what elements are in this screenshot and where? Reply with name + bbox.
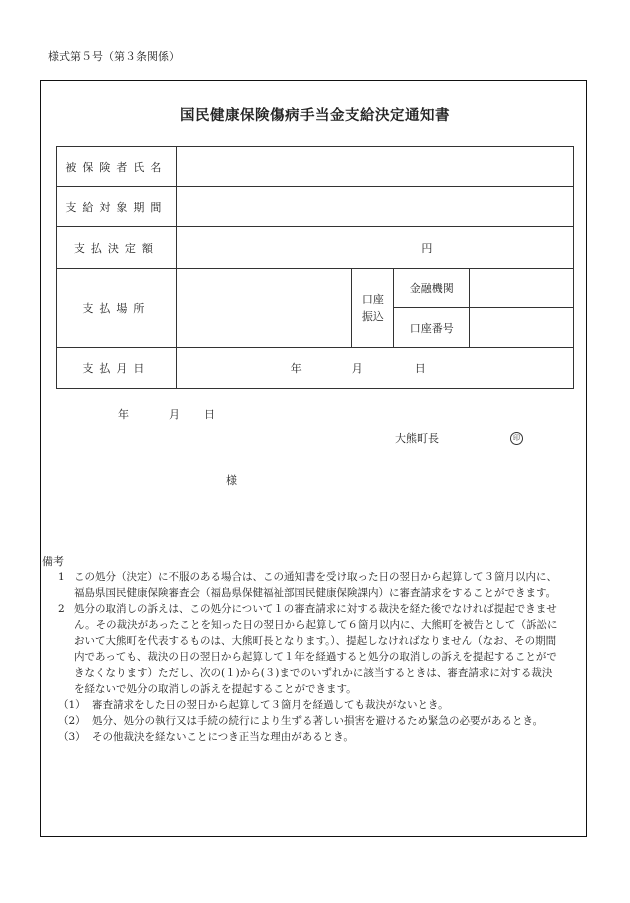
amount-label: 支払決定額 — [57, 227, 177, 269]
issuer-name: 大熊町長 — [395, 432, 439, 445]
subitem-number: （3） — [58, 731, 86, 743]
issue-day: 日 — [204, 408, 215, 421]
pay-month: 月 — [351, 362, 363, 375]
subitem-number: （2） — [58, 715, 86, 727]
subitem-number: （1） — [58, 699, 86, 711]
bank-label: 金融機関 — [394, 269, 470, 308]
form-number: 様式第５号（第３条関係） — [48, 50, 180, 63]
insured-name-label: 被保険者氏名 — [57, 147, 177, 187]
pay-year: 年 — [290, 362, 302, 375]
seal-mark: 印 — [510, 432, 523, 445]
note-text: 処分の取消しの訴えは、この処分について１の審査請求に対する裁決を経た後でなければ提起できません。その裁決があったことを知った日の翌日から起算して６箇月以内に、大熊町を被告として（訴訟において大熊町を代表するものは、大熊町長となります。）、提起しなければなりません（なお、その期間内であっても、裁決の日の翌日から起算して１年を経過すると処分の取消しの訴えを提起することができなくなります）ただし、次の(１)から(３)までのいずれかに該当するときは、審査請求に対する裁決を経ないで処分の取消しの訴えを提起することができます。 — [74, 603, 558, 695]
notes-section — [58, 569, 558, 745]
account-number-field[interactable] — [470, 308, 574, 348]
notes-heading: 備考 — [42, 555, 64, 568]
issue-year: 年 — [118, 408, 129, 421]
pay-date-field[interactable] — [176, 348, 573, 389]
period-label: 支給対象期間 — [57, 187, 177, 227]
account-transfer-label — [352, 269, 394, 348]
note-item — [58, 601, 558, 697]
note-subitem — [58, 713, 558, 729]
payment-table — [56, 146, 574, 389]
note-number: 2 — [58, 603, 65, 615]
account-transfer-label-1: 口座 — [361, 293, 384, 306]
note-subitem — [58, 729, 558, 745]
note-text: この処分（決定）に不服のある場合は、この通知書を受け取った日の翌日から起算して３箇月以内に、福島県国民健康保険審査会（福島県保健福祉部国民健康保険課内）に審査請求をすることができます。 — [74, 571, 557, 599]
period-field[interactable] — [176, 187, 573, 227]
yen-unit: 円 — [421, 241, 433, 255]
subitem-text: 処分、処分の執行又は手続の続行により生ずる著しい損害を避けるため緊急の必要があるとき。 — [92, 715, 544, 727]
document-title: 国民健康保険傷病手当金支給決定通知書 — [180, 107, 450, 124]
subitem-text: 審査請求をした日の翌日から起算して３箇月を経過しても裁決がないとき。 — [92, 699, 449, 711]
note-item — [58, 569, 558, 601]
note-number: 1 — [58, 571, 65, 583]
issue-date — [118, 406, 215, 422]
note-subitem — [58, 697, 558, 713]
pay-date-label: 支払月日 — [57, 348, 177, 389]
subitem-text: その他裁決を経ないことにつき正当な理由があるとき。 — [92, 731, 354, 743]
addressee-suffix: 様 — [226, 474, 237, 487]
insured-name-field[interactable] — [176, 147, 573, 187]
place-field[interactable] — [176, 269, 352, 348]
issue-month: 月 — [169, 408, 180, 421]
account-transfer-label-2: 振込 — [361, 310, 384, 323]
bank-field[interactable] — [470, 269, 574, 308]
pay-day: 日 — [414, 362, 426, 375]
account-number-label: 口座番号 — [394, 308, 470, 348]
amount-field[interactable] — [176, 227, 573, 269]
place-label: 支払場所 — [57, 269, 177, 348]
